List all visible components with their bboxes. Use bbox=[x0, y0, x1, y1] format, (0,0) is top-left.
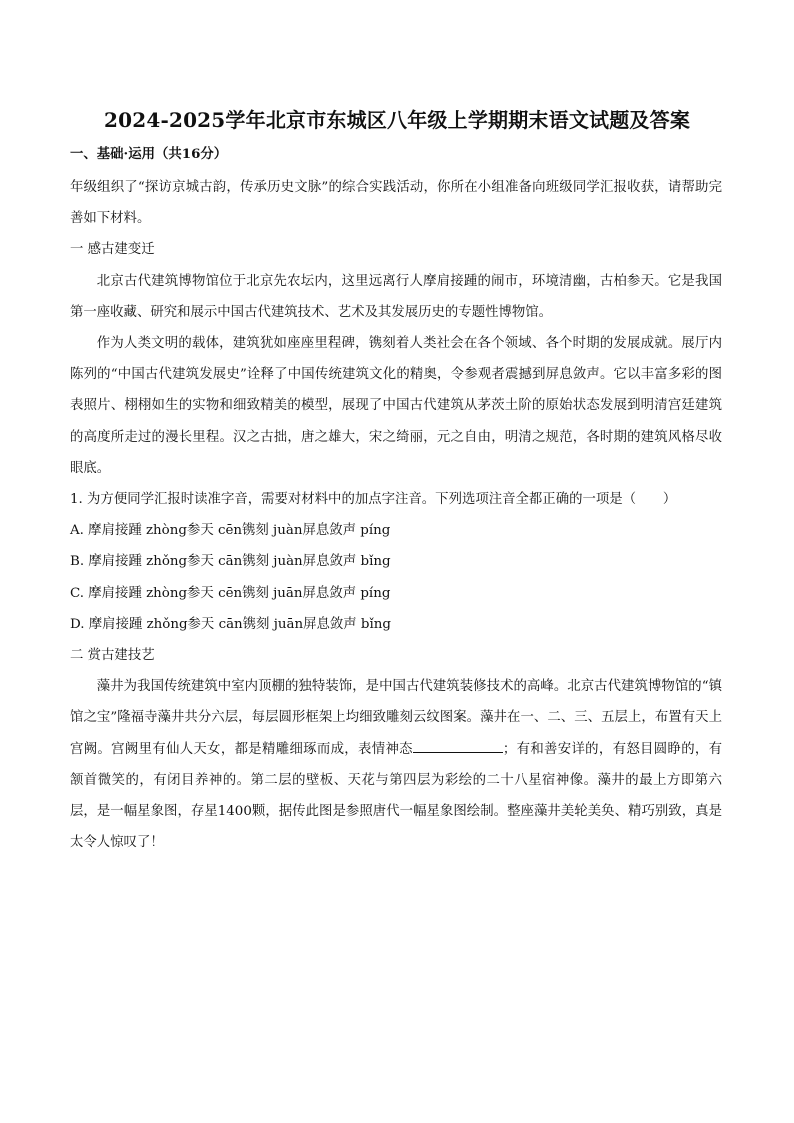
document-title: 2024-2025学年北京市东城区八年级上学期期末语文试题及答案 bbox=[103, 108, 691, 132]
question-1-option-a[interactable]: A. 摩肩接踵 zhòng参天 cēn镌刻 juàn屏息敛声 píng bbox=[70, 523, 391, 539]
section-heading: 一、基础·运用（共16分） bbox=[70, 146, 228, 162]
question-1-stem: 1. 为方便同学汇报时读准字音，需要对材料中的加点字注音。下列选项注音全都正确的一项是（ ） bbox=[70, 492, 677, 508]
part2-text-after-blank: ；有和善安详的，有怒目圆睁的，有颔首微笑的，有闭目养神的。第二层的壁板、天花与第四层为彩绘的二十八星宿神像。藻井的最上方即第六层，是一幅星象图，存星1400颗，据传此图是参照唐代一幅星象图绘制。整座藻井美轮美奂、精巧别致，真是太令人惊叹了！ bbox=[70, 741, 723, 851]
part2-paragraph-1 bbox=[70, 671, 722, 858]
part2-text-before-blank: 藻井为我国传统建筑中室内顶棚的独特装饰，是中国古代建筑装修技术的高峰。北京古代建筑博物馆的“镇馆之宝”隆福寺藻井共分六层，每层圆形框架上均细致雕刻云纹图案。藻井在一、二、三、五层上，布置有天上宫阙。宫阙里有仙人天女，都是精雕细琢而成，表情神态 bbox=[70, 679, 722, 757]
answer-blank[interactable] bbox=[413, 740, 503, 753]
part1-heading: 一 感古建变迁 bbox=[70, 242, 155, 258]
part1-paragraph-1: 北京古代建筑博物馆位于北京先农坛内，这里远离行人摩肩接踵的闹市，环境清幽，古柏参天。它是我国第一座收藏、研究和展示中国古代建筑技术、艺术及其发展历史的专题性博物馆。 bbox=[70, 273, 722, 320]
part2-heading: 二 赏古建技艺 bbox=[70, 648, 155, 664]
part1-paragraph-2: 作为人类文明的载体，建筑犹如座座里程碑，镌刻着人类社会在各个领域、各个时期的发展成就。展厅内陈列的“中国古代建筑发展史”诠释了中国传统建筑文化的精奥，令参观者震撼到屏息敛声。它以丰富多彩的图表照片、栩栩如生的实物和细致精美的模型，展现了中国古代建筑从茅茨土阶的原始状态发展到明清宫廷建筑的高度所走过的漫长里程。汉之古拙，唐之雄大，宋之绮丽，元之自由，明清之规范，各时期的建筑风格尽收眼底。 bbox=[70, 336, 722, 476]
question-1-option-b[interactable]: B. 摩肩接踵 zhǒng参天 cān镌刻 juàn屏息敛声 bǐng bbox=[70, 554, 391, 570]
document-body bbox=[70, 143, 722, 858]
question-1-option-d[interactable]: D. 摩肩接踵 zhǒng参天 cān镌刻 juān屏息敛声 bǐng bbox=[70, 616, 391, 632]
question-1-option-c[interactable]: C. 摩肩接踵 zhòng参天 cēn镌刻 juān屏息敛声 píng bbox=[70, 585, 391, 601]
intro-paragraph: 年级组织了“探访京城古韵，传承历史文脉”的综合实践活动，你所在小组准备向班级同学汇报收获，请帮助完善如下材料。 bbox=[70, 180, 722, 227]
